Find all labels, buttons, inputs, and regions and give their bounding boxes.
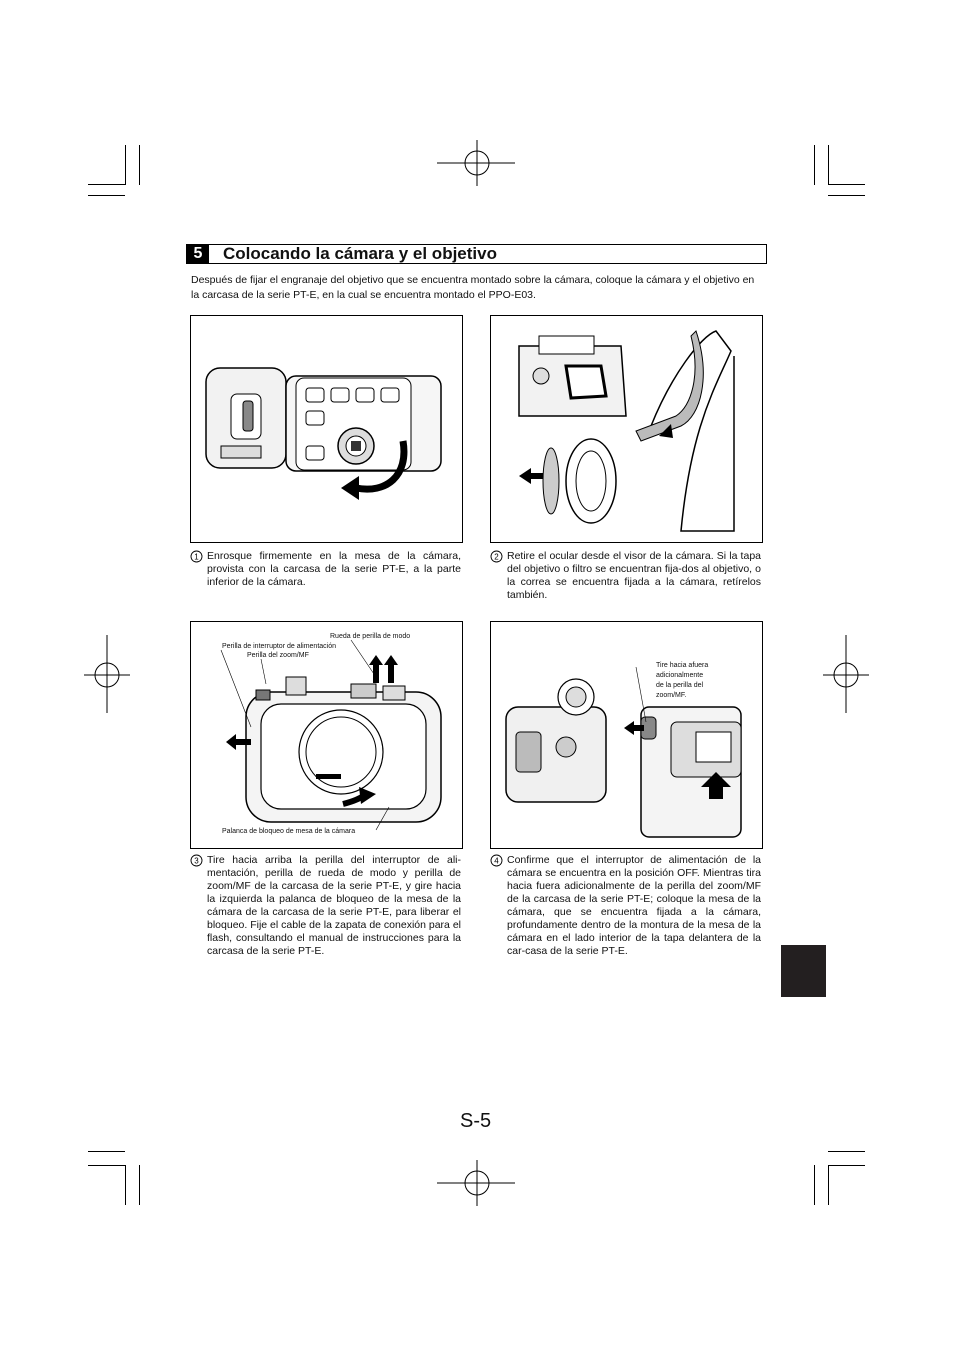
registration-mark-left — [84, 635, 134, 715]
label-pull-knob-4: zoom/MF. — [656, 692, 687, 699]
language-tab — [781, 945, 826, 997]
step-3-text: Tire hacia arriba la perilla del interruptor de ali-mentación, perilla de rueda de modo y perilla de zoom/MF de la carcasa de la serie PT-E, y gire hacia la izquierda la palanca de bloqueo de la mesa de la cámara de la carcasa de la serie PT-E, para liberar el bloqueo. Fije el cable de la zapata de conexión para el flash, consultando el manual de instrucciones para la carcasa de la serie PT-E. — [207, 854, 461, 957]
svg-text:1: 1 — [194, 552, 199, 562]
circled-number-1-icon — [190, 550, 204, 564]
registration-mark-top — [437, 140, 517, 190]
step-2-caption — [494, 550, 761, 602]
svg-text:2: 2 — [494, 552, 499, 562]
figure-camera-bottom — [190, 315, 463, 543]
figure-housing-front — [190, 621, 463, 849]
label-pull-knob-2: adicionalmente — [656, 672, 704, 679]
figure-insert-camera — [490, 621, 763, 849]
label-mode-dial: Rueda de perilla de modo — [330, 633, 411, 640]
section-heading — [186, 244, 767, 264]
step-4-caption — [494, 854, 761, 958]
section-title: Colocando la cámara y el objetivo — [223, 244, 497, 263]
intro-paragraph: Después de fijar el engranaje del objetivo que se encuentra montado sobre la cámara, coloque la cámara y el objetivo en la carcasa de la serie PT-E, en la cual se encuentra montado el PPO-E03. — [191, 274, 755, 301]
step-1-text: Enrosque firmemente en la mesa de la cámara, provista con la carcasa de la serie PT-E, a la parte inferior de la cámara. — [207, 550, 461, 588]
label-zoom-mf: Perilla del zoom/MF — [247, 652, 309, 659]
label-power-switch: Perilla de interruptor de alimentación — [222, 643, 337, 650]
registration-mark-right — [823, 635, 873, 715]
step-2-text: Retire el ocular desde el visor de la cámara. Si la tapa del objetivo o filtro se encuentran fija-dos al objetivo, o la correa se encuentra fijada a la cámara, retírelos también. — [507, 550, 761, 601]
circled-number-4-icon — [490, 854, 504, 868]
svg-text:3: 3 — [194, 856, 199, 866]
label-pull-knob-1: Tire hacia afuera — [656, 662, 709, 669]
figure-remove-eyecup — [490, 315, 763, 543]
step-4-text: Confirme que el interruptor de alimentación de la cámara se encuentra en la posición OFF. Mientras tira hacia fuera adicionalmente de la perilla del zoom/MF de la carcasa de la serie PT-E; coloque la mesa de la cámara, que se encuentra fijada a la cámara, profundamente dentro de la montura de la mesa de la cámara en el lado interior de la tapa delantera de la car-casa de la serie PT-E. — [507, 854, 761, 957]
section-number: 5 — [187, 245, 209, 263]
circled-number-3-icon — [190, 854, 204, 868]
page-number: S-5 — [460, 1110, 492, 1132]
label-lock-lever: Palanca de bloqueo de mesa de la cámara — [222, 828, 356, 835]
label-pull-knob-3: de la perilla del — [656, 682, 704, 689]
registration-mark-bottom — [437, 1160, 517, 1210]
step-3-caption — [194, 854, 461, 958]
svg-text:4: 4 — [494, 856, 499, 866]
circled-number-2-icon — [490, 550, 504, 564]
step-1-caption — [194, 550, 461, 589]
